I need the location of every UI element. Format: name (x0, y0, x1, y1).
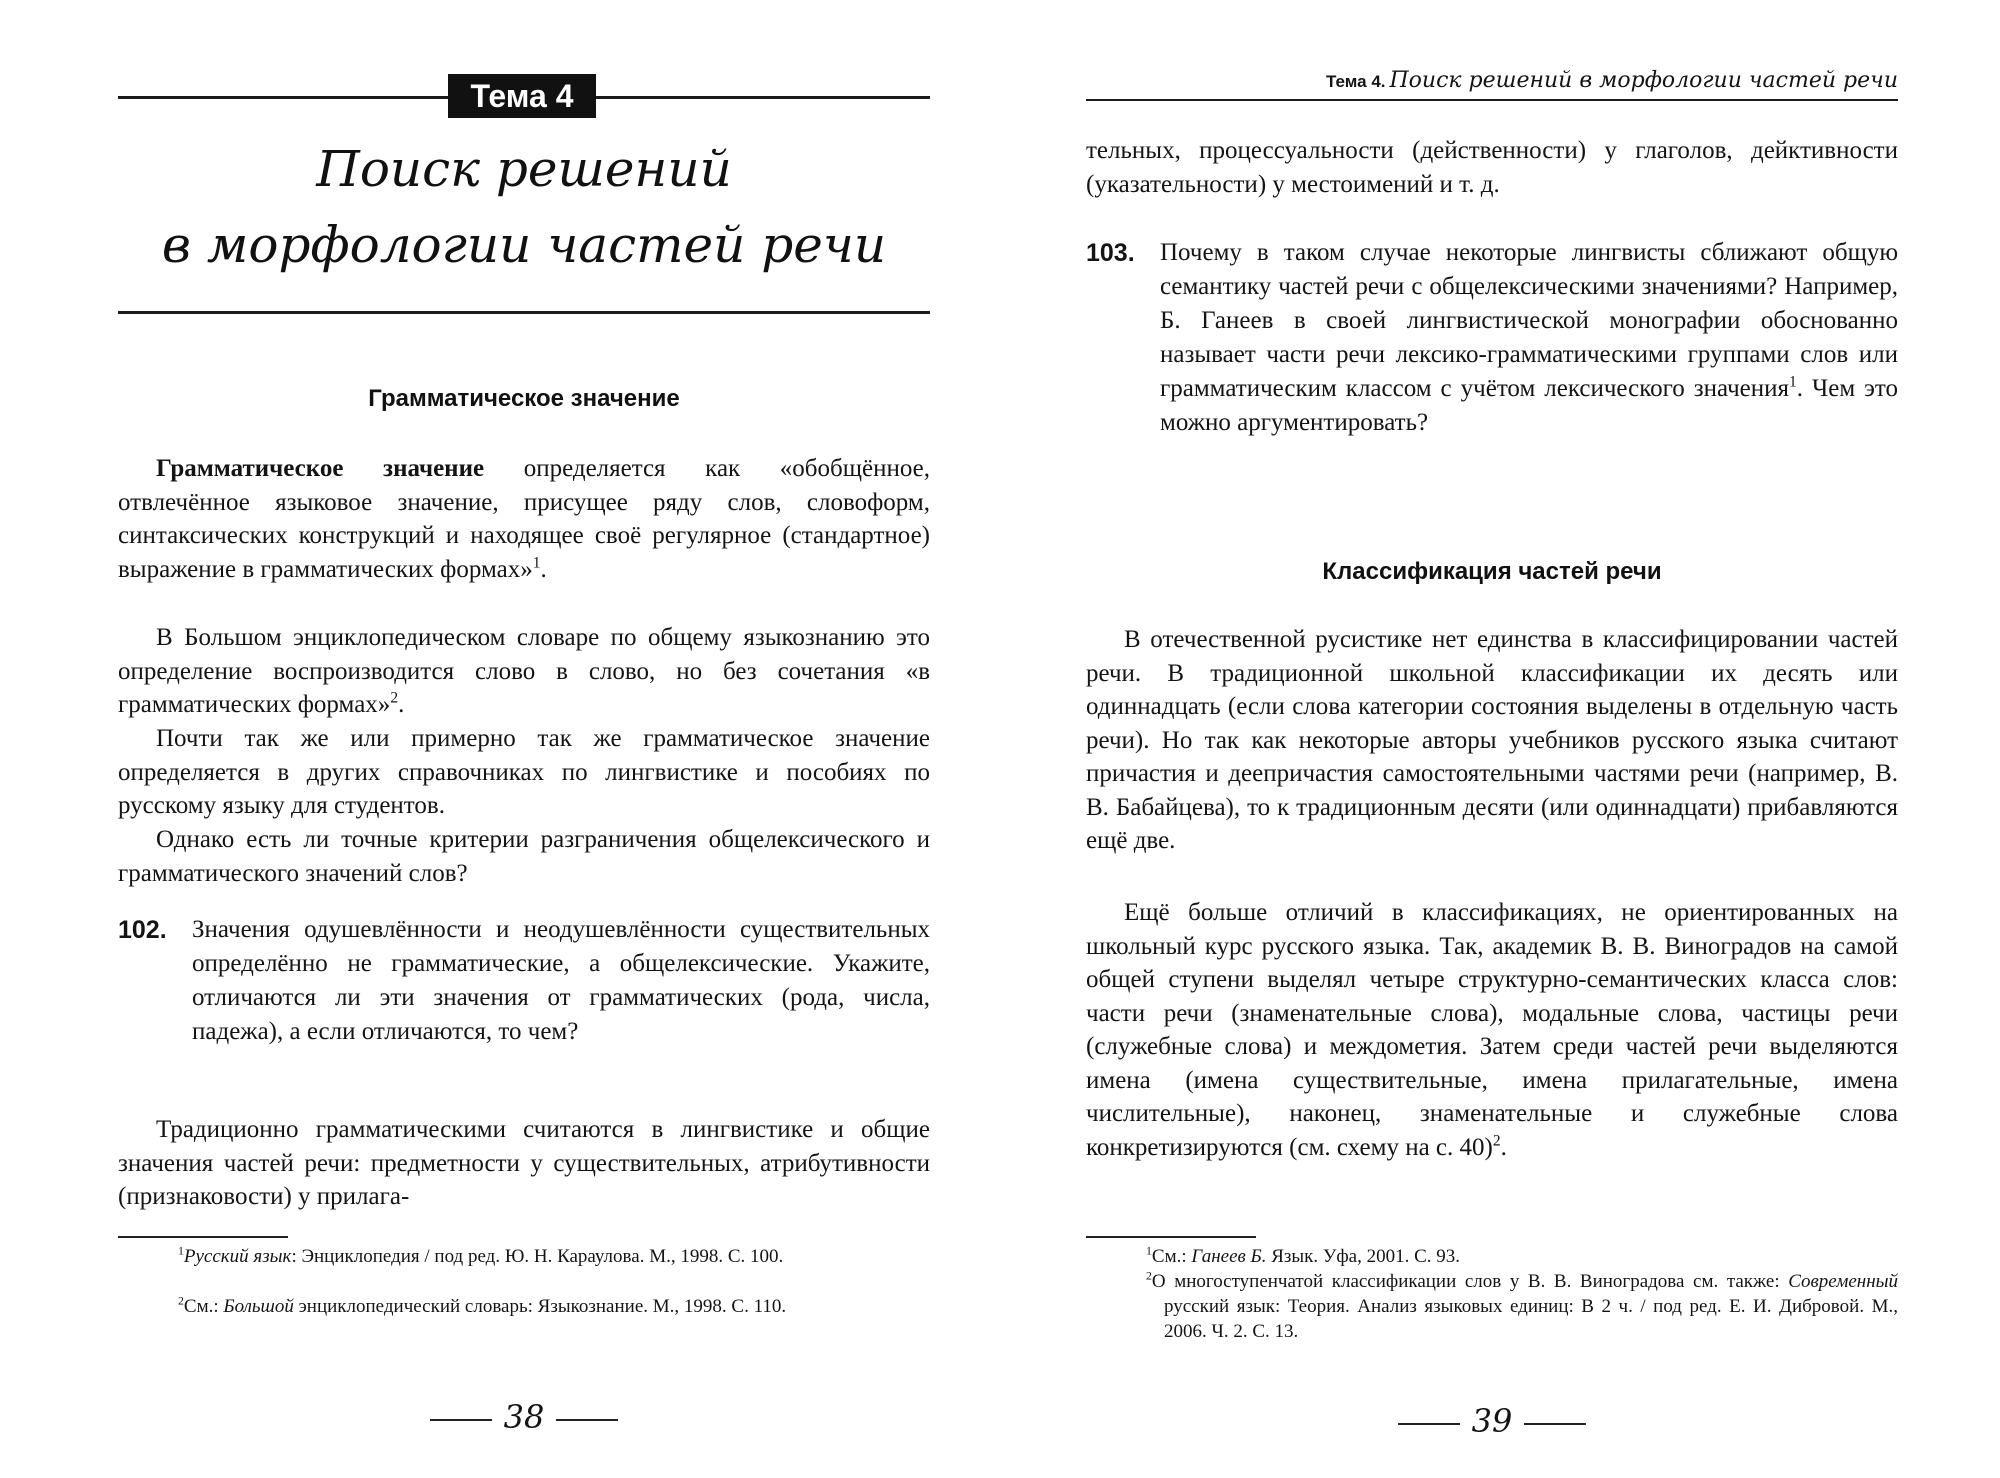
footnote-2 (1086, 1269, 1898, 1344)
footnote-prefix: См.: (183, 1296, 224, 1317)
footnote-source: Большой (223, 1296, 294, 1317)
left-page (118, 0, 930, 1478)
paragraph-vinogradov (1086, 896, 1898, 1164)
task-number: 102. (118, 916, 167, 944)
chapter-title-line-1: Поиск решений (316, 140, 732, 198)
footnote-source: Ганеев Б. (1191, 1246, 1267, 1267)
paragraph-definition (118, 452, 930, 586)
page-number-left (118, 1398, 930, 1436)
page-number-right (1086, 1402, 1898, 1440)
task-text-body: Почему в таком случае некоторые лингвисты сближают общую семантику частей речи с общелексическими значениями? Например, Б. Ганеев в своей лингвистической монографии обоснованно называет части речи лексико-грамматическими группами слов или грамматическим классом с учётом лексического значения (1160, 239, 1898, 402)
footnote-1 (118, 1244, 930, 1269)
footnote-ref-2: 2 (1492, 1132, 1501, 1150)
title-rule (118, 311, 930, 314)
paragraph-definition-end: . (540, 555, 547, 583)
footnote-prefix: См.: (1151, 1246, 1192, 1267)
term-bold: Грамматическое значение (156, 455, 485, 482)
task-text: Значения одушевлённости и неодушевлённости существительных определённо не грамматические, а общелексические. Укажите, отличаются ли эти значения от грамматических (рода, числа, падежа), а если отличаются, то чем? (192, 916, 930, 1045)
footnote-text: О многоступенчатой классификации слов у В. В. Виноградова см. также: (1151, 1271, 1789, 1292)
footnote-ref-1: 1 (532, 554, 541, 572)
task-number: 103. (1086, 239, 1135, 267)
page-number-value: 38 (503, 1398, 545, 1436)
paragraph-encyclopedia-text: В Большом энциклопедическом словаре по общему языкознанию это определение воспроизводится слово в слово, но без сочетания «в грамматических формах» (118, 624, 930, 718)
paragraph-continuation: тельных, процессуальности (действенности) у глаголов, дейктивности (указательности) у местоимений и т. д. (1086, 137, 1898, 198)
paragraph-traditional-meanings: Традиционно грамматическими считаются в лингвистике и общие значения частей речи: предметности у существительных, атрибутивности (признаковости) у прилага- (118, 1116, 930, 1210)
footnote-source: Русский язык (183, 1246, 292, 1267)
running-header-rule (1086, 99, 1898, 101)
footnote-text: Язык. Уфа, 2001. С. 93. (1266, 1246, 1461, 1267)
footnote-rule (118, 1236, 288, 1238)
running-header-topic: Тема 4. (1326, 72, 1386, 91)
footnote-mark: 2 (178, 1294, 184, 1308)
footnote-1 (1086, 1244, 1898, 1269)
footnote-source: Современный (1788, 1271, 1898, 1292)
section-heading-classification: Классификация частей речи (1322, 558, 1662, 585)
footnote-ref-2: 2 (390, 689, 399, 707)
chapter-title-line-2: в морфологии частей речи (161, 216, 887, 274)
paragraph-encyclopedia (118, 621, 930, 722)
page-number-value: 39 (1471, 1402, 1513, 1440)
right-page (1086, 0, 1898, 1478)
footnote-text: энциклопедический словарь: Языкознание. М., 1998. С. 110. (293, 1296, 787, 1317)
paragraph-classification: В отечественной русистике нет единства в классифицировании частей речи. В традиционной школьной классификации их десять или одиннадцать (если слова категории состояния выделены в отдельную часть речи). Но так как некоторые авторы учебников русского языка считают причастия и деепричастия самостоятельными частями речи (например, В. В. Бабайцева), то к традиционным десяти (или одиннадцати) прибавляются ещё две. (1086, 626, 1898, 854)
running-header-title: Поиск решений в морфологии частей речи (1389, 68, 1898, 93)
paragraph-vinogradov-end: . (1500, 1133, 1507, 1161)
footnote-mark: 1 (1146, 1244, 1152, 1258)
task-text-end: . Чем это можно аргументировать? (1160, 375, 1898, 436)
footnote-ref-1: 1 (1789, 373, 1797, 391)
footnote-text: : Энциклопедия / под ред. Ю. Н. Караулова. М., 1998. С. 100. (291, 1246, 784, 1267)
running-header (1086, 68, 1898, 98)
footnote-mark: 2 (1146, 1269, 1152, 1283)
footnote-2 (118, 1294, 930, 1319)
footnote-mark: 1 (178, 1244, 184, 1258)
footnote-rule (1086, 1236, 1256, 1238)
paragraph-definition-text: определяется как «обобщённое, отвлечённое языковое значение, присущее ряду слов, словоформ, синтаксических конструкций и находящее своё регулярное (стандартное) выражение в грамматических формах» (118, 455, 930, 583)
task-text (1160, 236, 1898, 440)
paragraph-encyclopedia-end: . (398, 691, 405, 718)
section-heading-grammatical-meaning: Грамматическое значение (368, 385, 680, 412)
footnote-text: русский язык: Теория. Анализ языковых единиц: В 2 ч. / под ред. Е. И. Дибровой. М., 2006. Ч. 2. С. 13. (1164, 1296, 1898, 1342)
topic-badge: Тема 4 (448, 74, 596, 118)
paragraph-other-references: Почти так же или примерно так же грамматическое значение определяется в других справочниках по лингвистике и пособиях по русскому языку для студентов. (118, 725, 930, 819)
paragraph-question: Однако есть ли точные критерии разграничения общелексического и грамматического значений слов? (118, 826, 930, 887)
paragraph-vinogradov-text: Ещё больше отличий в классификациях, не ориентированных на школьный курс русского языка. Так, академик В. В. Виноградов на самой общей ступени выделял четыре структурно-семантических класса слов: части речи (знаменательные слова), модальные слова, частицы речи (служебные слова) и междометия. Затем среди частей речи выделяются имена (имена существительные, имена прилагательные, имена числительные), наконец, знаменательные и служебные слова конкретизируются (см. схему на с. 40) (1086, 899, 1898, 1161)
